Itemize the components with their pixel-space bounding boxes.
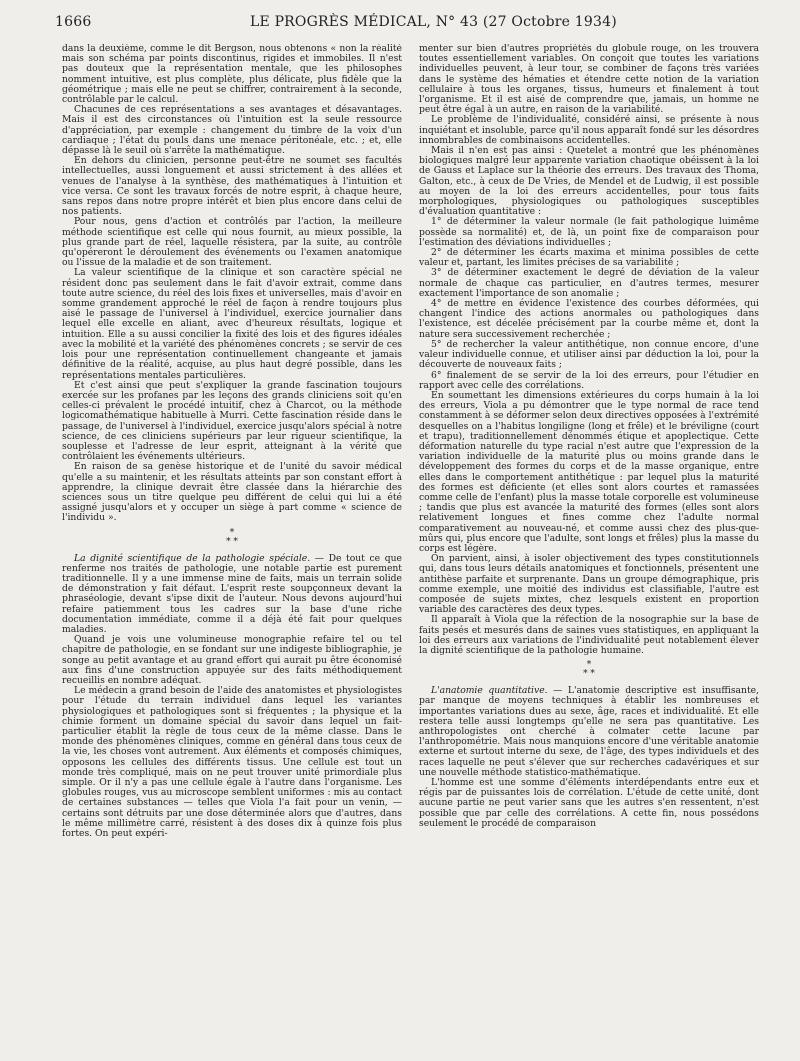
right-column <box>419 44 759 1049</box>
section-text: — L'anatomie descriptive est insuffisante, par manque de moyens techniques à établir les nombreuses et importantes variations dues au sexe, âge, races et individualité. Et elle restera telle aussi longtemps qu'elle ne sera pas quantitative. Les anthropologistes ont cherché à colmater cette lacune par l'anthropométrie. Mais nous manquions encore d'une véritable anatomie externe et surtout interne du sexe, de l'âge, des types individuels et des races laquelle ne peut s'élever que sur recherches cadavériques et sur une nouvelle méthode statistico-mathématique. <box>419 685 759 778</box>
paragraph: Pour nous, gens d'action et contrôlés par l'action, la meilleure méthode scientifique est celle qui nous fournit, au mieux possible, la plus grande part de réel, laquelle résistera, par la suite, au contrôle qu'opéreront le déroulement des événements ou l'examen anatomique ou l'issue de la maladie et de son traitement. <box>62 216 402 269</box>
asterism-bottom: * * <box>226 536 238 547</box>
paragraph: dans la deuxième, comme le dit Bergson, nous obtenons « non la réalité mais son schéma par points discontinus, rigides et immobiles. Il n'est pas douteux que la représentation mentale, que les philosophes nomment intuitive, est plus complète, plus délicate, plus fidèle que la géométrique ; mais elle ne peut se chiffrer, contrairement à la seconde, contrôlable par le calcul. <box>62 44 402 106</box>
paragraph: La valeur scientifique de la clinique et son caractère spécial ne résident donc pas seulement dans le fait d'avoir extrait, comme dans toute autre science, du réel des lois fixes et universelles, mais d'avoir en somme grandement approché le réel de façon à rendre toujours plus aisé le passage de l'universel à l'individuel, exercice journalier dans lequel elle excelle en aliant, avec d'heureux résultats, logique et intuition. Elle a su aussi concilier la fixité des lois et des figures idéales avec la mobilité et la variété des phénomènes concrets ; se servir de ces lois pour une représentation continuellement changeante et jamais définitive de la réalité, acquise, au plus haut degré possible, dans les représentations mentales particulières. <box>62 267 402 381</box>
running-title: LE PROGRÈS MÉDICAL, N° 43 (27 Octobre 1934) <box>250 14 617 30</box>
paragraph: En soumettant les dimensions extérieures du corps humain à la loi des erreurs, Viola a pu démontrer que le type normal de race tend constamment à se déformer selon deux directives opposées à l'extrémité desquelles on a l'habitus longiligne (long et frêle) et le bréviligne (court et trapu), traditionnellement dénommés étique et apoplectique. Cette déformation naturelle du type racial n'est autre que l'expression de la variation individuelle de la maturité plus ou moins grande dans le développement des formes du corps et de la masse organique, entre elles dans le comportement antithétique : par lequel plus la maturité des formes est déficiente (et elles sont alors courtes et ramassées comme celle de l'enfant) plus la masse totale corporelle est volumineuse ; tandis que plus est avancée la maturité des formes (elles sont alors relativement longues et fines comme chez l'adulte normal comparativement au nouveau-né, et comme aussi chez des plus-que-mûrs qui, plus encore que l'adulte, sont longs et frêles) plus la masse du corps est légère. <box>419 389 759 554</box>
section-title: La dignité scientifique de la pathologie spéciale. <box>74 552 311 564</box>
paragraph: On parvient, ainsi, à isoler objectivement des types constitutionnels qui, dans tous leurs détails anatomiques et fonctionnels, présentent une antithèse parfaite et surprenante. Dans un groupe démographique, pris comme exemple, une moitié des individus est classifiable, l'autre est composée de sujets mixtes, chez lesquels existent en proportion variable des caractères des deux types. <box>419 553 759 616</box>
paragraph: Mais il n'en est pas ainsi : Quetelet a montré que les phénomènes biologiques malgré leur apparente variation chaotique obéissent à la loi de Gauss et Laplace sur la théorie des erreurs. Des travaux des Thoma, Galton, etc., à ceux de De Vries, de Mendel et de Ludwig, il est possible au moyen de la loi des erreurs accidentelles, pour tous faits morphologiques, physiologiques ou pathologiques susceptibles d'évaluation quantitative : <box>419 145 759 218</box>
list-item: 4° de mettre en évidence l'existence des courbes déformées, qui changent l'indice des actions anormales ou pathologiques dans l'existence, est décelée précisément par la courbe même et, dont la nature sera successivement recherchée ; <box>419 298 759 340</box>
paragraph: Et c'est ainsi que peut s'expliquer la grande fascination toujours exercée sur les profanes par les leçons des grands cliniciens soit qu'en celles-ci prévalent le procédé intuitif, chez à Charcot, ou la méthode logicomathématique habituelle à Murri. Cette fascination réside dans le passage, de l'universel à l'individuel, exercice jusqu'alors spécial à notre science, de ces cliniciens supérieurs par leur rigueur scientifique, la souplesse et l'adresse de leur esprit, atteignant à la vérité que contrôlaient les événements ultérieurs. <box>62 379 402 463</box>
section-text: — De tout ce que renferme nos traités de pathologie, une notable partie est purement traditionnelle. Il y a une immense mine de faits, mais un terrain solide de démonstration y fait défaut. L'esprit reste soupçonneux devant la phraséologie, devant s'ipse dixit de l'auteur. Nous devons aujourd'hui refaire patiemment tous les cadres sur la base d'une riche documentation immédiate, comme il a déjà été fait pour quelques maladies. <box>62 552 402 635</box>
page-number: 1666 <box>55 14 92 30</box>
asterism-top: * <box>586 660 592 671</box>
paragraph: Le problème de l'individualité, considéré ainsi, se présente à nous inquiétant et insoluble, parce qu'il nous apparaît fondé sur les désordres innombrables de combinaisons accidentelles. <box>419 114 759 146</box>
paragraph: Il apparaît à Viola que la réfection de la nosographie sur la base de faits pesés et mesurés dans de saines vues statistiques, en appliquant la loi des erreurs aux variations de l'individualité peut notablement élever la dignité scientifique de la pathologie humaine. <box>419 614 759 656</box>
page-header <box>55 14 767 36</box>
paragraph: En raison de sa genèse historique et de l'unité du savoir médical qu'elle a su maintenir, et les résultats atteints par son constant effort à apprendre, la clinique devrait être classée dans la hiérarchie des sciences sous un titre quelque peu différent de celui qui lui a été assigné jusqu'alors et y occuper un siège à part comme « science de l'individu ». <box>62 461 402 524</box>
list-item: 3° de déterminer exactement le degré de déviation de la valeur normale de chaque cas particulier, en d'autres termes, mesurer exactement l'importance de son anomalie ; <box>419 267 759 299</box>
paragraph: En dehors du clinicien, personne peut-être ne soumet ses facultés intellectuelles, aussi longuement et aussi strictement à des allées et venues de l'analyse à la synthèse, des mathématiques à l'intuition et vice versa. Ce sont les travaux forcés de notre esprit, à chaque heure, sans repos dans notre propre intérêt et bien plus encore dans celui de nos patients. <box>62 155 402 218</box>
list-item: 5° de rechercher la valeur antithétique, non connue encore, d'une valeur individuelle connue, et utiliser ainsi par déduction la loi, pour la découverte de nouveaux faits ; <box>419 338 759 371</box>
left-column <box>62 44 402 1049</box>
asterism-top: * <box>229 527 235 538</box>
list-item: 2° de déterminer les écarts maxima et minima possibles de cette valeur et, partant, les limites précises de sa variabilité ; <box>419 247 759 269</box>
paragraph: Chacunes de ces représentations a ses avantages et désavantages. Mais il est des circonstances où l'intuition est la seule ressource d'appréciation, par exemple : changement du timbre de la voix d'un cardiaque ; l'état du pouls dans une menace péritonéale, etc. ; et, elle dépasse là le seuil où s'arrête la mathématique. <box>62 104 402 157</box>
section-separator <box>419 661 759 679</box>
section-title: L'anatomie quantitative. <box>431 685 548 697</box>
section-separator <box>62 529 402 547</box>
list-item: 6° finalement de se servir de la loi des erreurs, pour l'étudier en rapport avec celle des corrélations. <box>419 369 759 391</box>
list-item: 1° de déterminer la valeur normale (le fait pathologique luimême possède sa normalité) et, de là, un point fixe de comparaison pour l'estimation des déviations individuelles ; <box>419 216 759 248</box>
paragraph: L'homme est une somme d'éléments interdépendants entre eux et régis par de puissantes lois de corrélation. L'étude de cette unité, dont aucune partie ne peut varier sans que les autres s'en ressentent, n'est possible que par celle des corrélations. A cette fin, nous possédons seulement le procédé de comparaison <box>419 777 759 829</box>
paragraph: Quand je vois une volumineuse monographie refaire tel ou tel chapitre de pathologie, en se fondant sur une indigeste bibliographie, je songe au petit avantage et au grand effort qui aurait pu être économisé aux fins d'une construction appuyée sur des faits méthodiquement recueillis en nombre adéquat. <box>62 634 402 686</box>
section-paragraph <box>419 686 759 778</box>
paragraph: menter sur bien d'autres propriétés du globule rouge, on les trouvera toutes essentiellement variables. On conçoit que toutes les variations individuelles peuvent, à leur tour, se combiner de façons très variées dans le système des hématies et étendre cette notion de la variation cellulaire à tous les organes, tissus, humeurs et finalement à tout l'organisme. Et il est aisé de comprendre que, jamais, un homme ne peut être égal à un autre, en raison de la variabilité. <box>419 44 759 116</box>
section-paragraph <box>62 554 402 636</box>
asterism-bottom: * * <box>583 669 595 680</box>
paragraph: Le médecin a grand besoin de l'aide des anatomistes et physiologistes pour l'étude du terrain individuel dans lequel les variantes physiologiques et pathologiques sont si fréquentes ; la physique et la chimie forment un domaine spécial du savoir dans lequel un fait-particulier établit la règle de tous ceux de la même classe. Dans le monde des phénomènes cliniques, comme en général dans tous ceux de la vie, les choses vont autrement. Aux éléments et composés chimiques, opposons les cellules des différents tissus. Une cellule est tout un monde très compliqué, mais on ne peut trouver unité primordiale plus simple. Or il n'y a pas une cellule égale à l'autre dans l'organisme. Les globules rouges, vus au microscope semblent uniformes : mis au contact de certaines substances — telles que Viola l'a fait pour un venin, — certains sont détruits par une dose déterminée alors que d'autres, dans le même millimètre carré, résistent à des doses dix à quinze fois plus fortes. On peut expéri- <box>62 685 402 840</box>
